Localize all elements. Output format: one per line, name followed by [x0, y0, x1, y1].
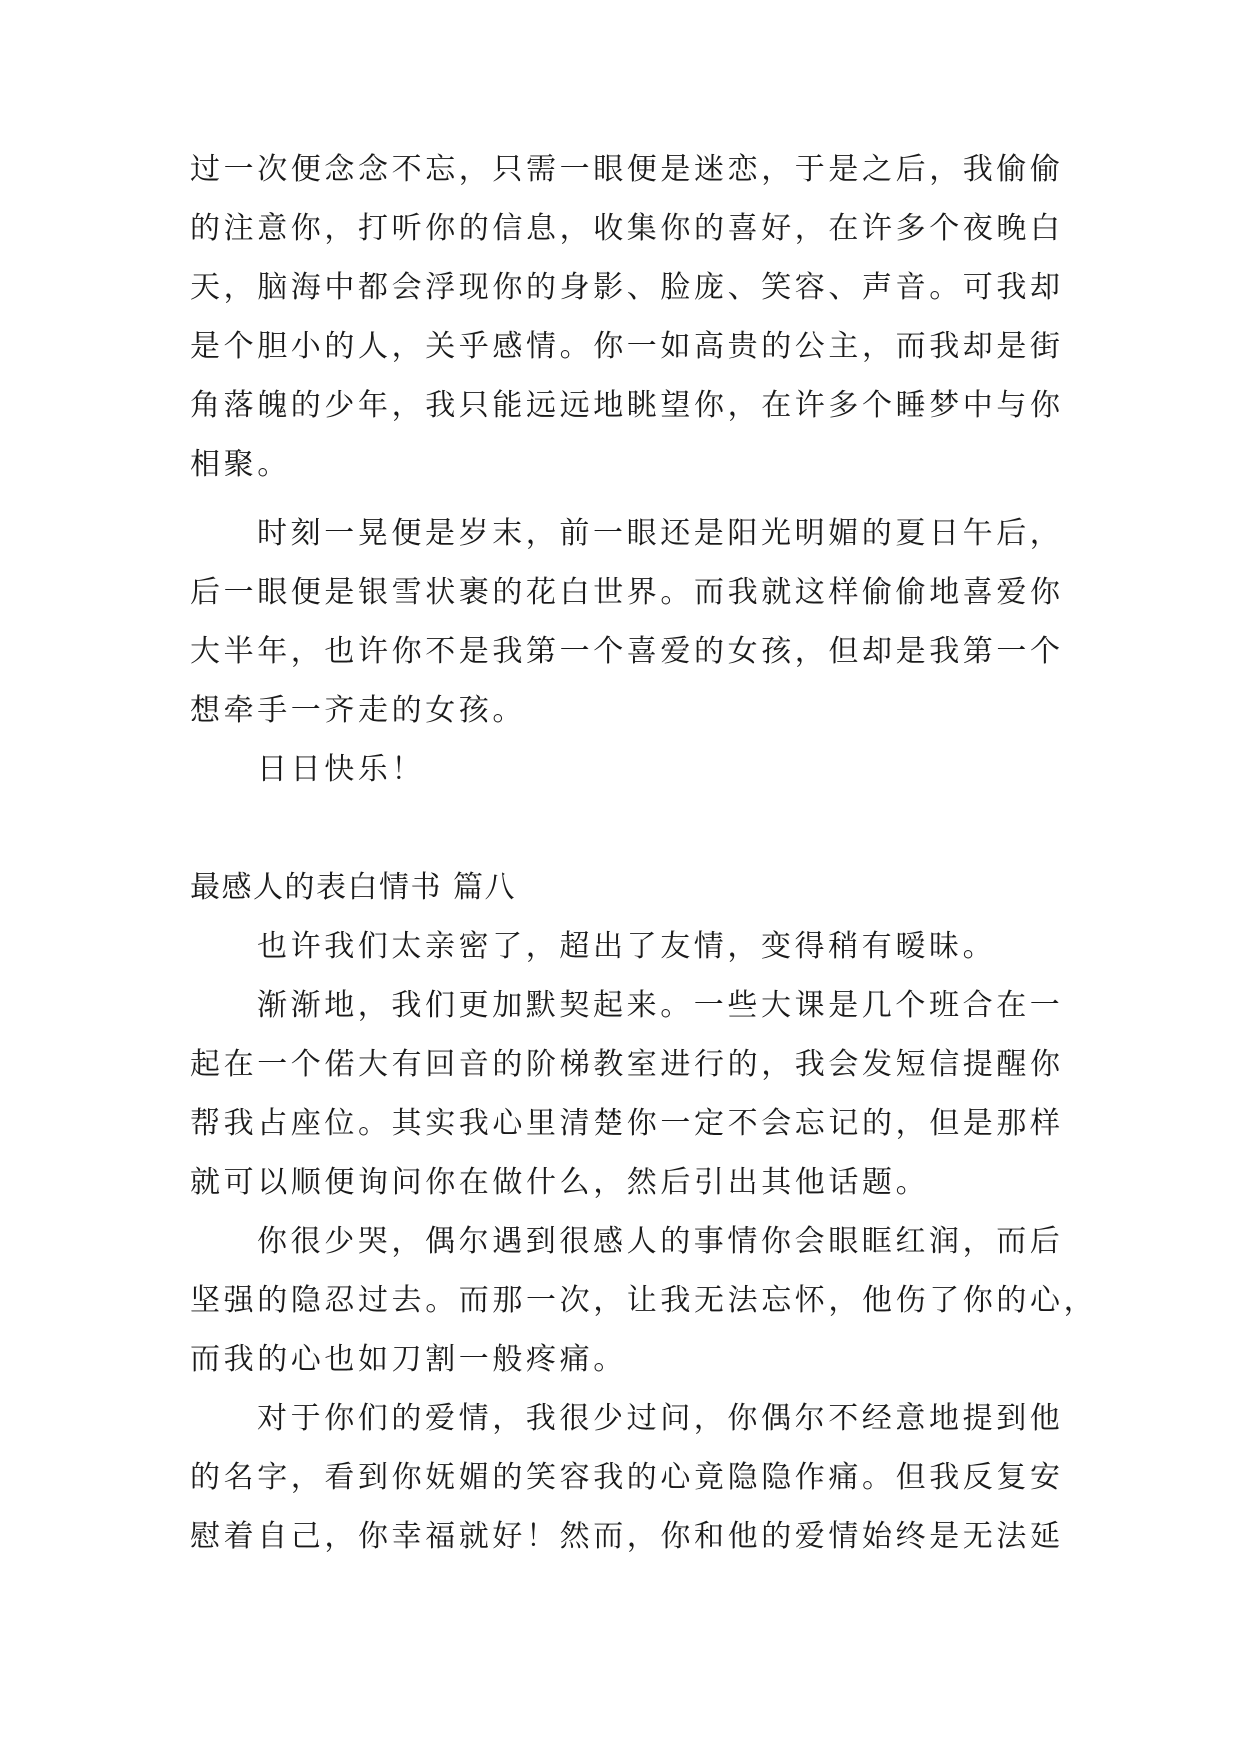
paragraph-start: 对于你们的爱情，我很少过问，你偶尔不经意地提到他 [257, 1401, 1064, 1436]
text-line: 的注意你，打听你的信息，收集你的喜好，在许多个夜晚白 [190, 211, 1064, 246]
text-line: 慰着自己，你幸福就好！然而，你和他的爱情始终是无法延 [190, 1519, 1064, 1554]
text-line: 大半年，也许你不是我第一个喜爱的女孩，但却是我第一个 [190, 634, 1064, 669]
text-line: 坚强的隐忍过去。而那一次，让我无法忘怀，他伤了你的心， [190, 1283, 1098, 1318]
section-heading: 最感人的表白情书 篇八 [190, 870, 517, 905]
text-line: 帮我占座位。其实我心里清楚你一定不会忘记的，但是那样 [190, 1106, 1064, 1141]
text-line: 而我的心也如刀割一般疼痛。 [190, 1342, 627, 1377]
paragraph-start: 也许我们太亲密了，超出了友情，变得稍有暧昧。 [257, 929, 997, 964]
text-line: 的名字，看到你妩媚的笑容我的心竟隐隐作痛。但我反复安 [190, 1460, 1064, 1495]
text-line: 过一次便念念不忘，只需一眼便是迷恋，于是之后，我偷偷 [190, 152, 1064, 187]
paragraph-start: 你很少哭，偶尔遇到很感人的事情你会眼眶红润，而后 [257, 1224, 1064, 1259]
text-line: 想牵手一齐走的女孩。 [190, 693, 526, 728]
text-line: 起在一个偌大有回音的阶梯教室进行的，我会发短信提醒你 [190, 1047, 1064, 1082]
paragraph-start: 时刻一晃便是岁末，前一眼还是阳光明媚的夏日午后， [257, 516, 1064, 551]
text-line: 相聚。 [190, 447, 291, 482]
text-line: 就可以顺便询问你在做什么，然后引出其他话题。 [190, 1165, 930, 1200]
text-line: 角落魄的少年，我只能远远地眺望你，在许多个睡梦中与你 [190, 388, 1064, 423]
text-line: 天，脑海中都会浮现你的身影、脸庞、笑容、声音。可我却 [190, 270, 1064, 305]
text-line: 是个胆小的人，关乎感情。你一如高贵的公主，而我却是街 [190, 329, 1064, 364]
paragraph-start: 日日快乐！ [257, 752, 425, 787]
text-line: 后一眼便是银雪状裹的花白世界。而我就这样偷偷地喜爱你 [190, 575, 1064, 610]
paragraph-start: 渐渐地，我们更加默契起来。一些大课是几个班合在一 [257, 988, 1064, 1023]
